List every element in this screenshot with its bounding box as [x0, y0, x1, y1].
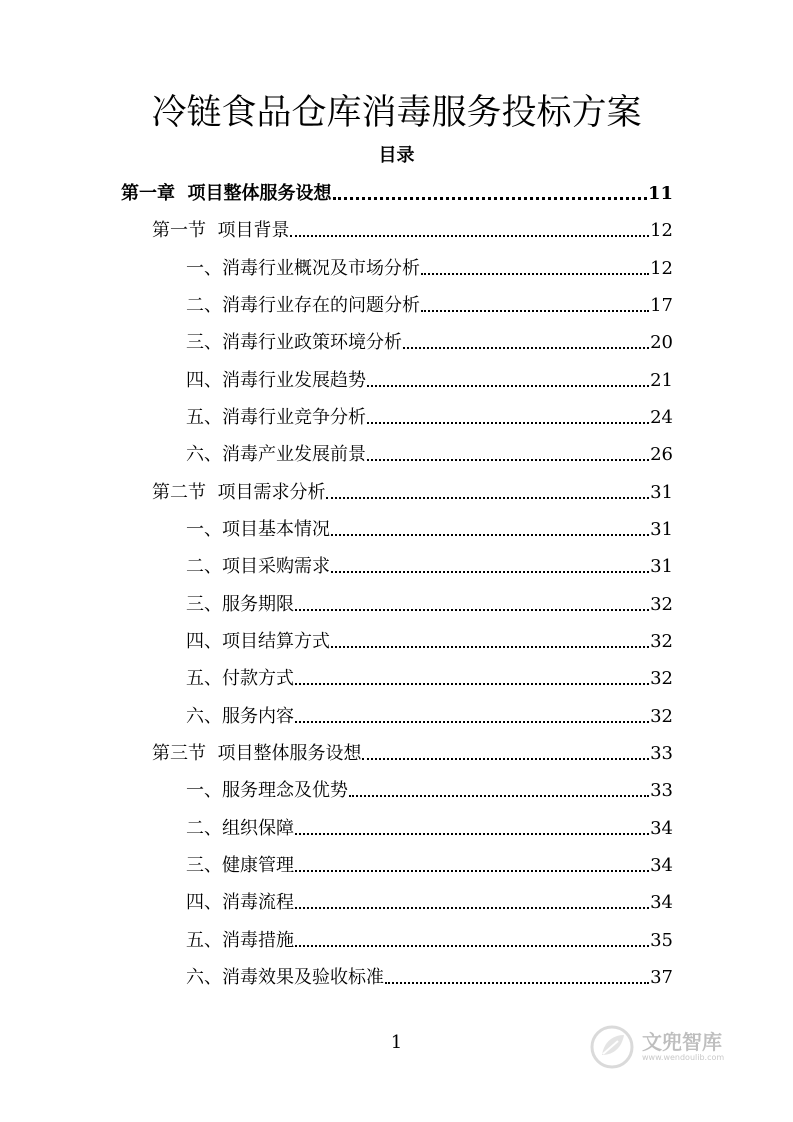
toc-entry-item[interactable]	[186, 368, 673, 394]
toc-entry-item[interactable]	[186, 965, 673, 991]
toc-entry-item[interactable]	[186, 816, 673, 842]
toc-entry-label: 六、消毒产业发展前景	[186, 444, 366, 465]
toc-entry-item[interactable]	[186, 592, 673, 618]
toc-entry-label: 四、项目结算方式	[186, 631, 330, 652]
toc-entry-label: 第一章 项目整体服务设想	[121, 183, 332, 204]
toc-entry-item[interactable]	[186, 890, 673, 916]
toc-entry-page: 32	[650, 594, 673, 615]
toc-entry-chapter[interactable]	[121, 181, 673, 207]
toc-entry-item[interactable]	[186, 853, 673, 879]
toc-dot-leader	[295, 721, 649, 723]
toc-dot-leader	[367, 385, 649, 387]
toc-entry-page: 11	[647, 183, 673, 204]
toc-entry-page: 32	[650, 631, 673, 652]
toc-dot-leader	[421, 273, 649, 275]
toc-entry-page: 12	[650, 258, 673, 279]
document-title: 冷链食品仓库消毒服务投标方案	[151, 93, 642, 133]
toc-heading: 目录	[378, 145, 415, 166]
toc-entry-page: 34	[650, 818, 673, 839]
toc-entry-page: 31	[650, 519, 673, 540]
toc-entry-label: 三、健康管理	[186, 855, 294, 876]
toc-entry-label: 五、付款方式	[186, 668, 294, 689]
toc-dot-leader	[421, 310, 649, 312]
toc-dot-leader	[295, 870, 649, 872]
toc-entry-item[interactable]	[186, 704, 673, 730]
toc-entry-page: 24	[650, 407, 673, 428]
toc-entry-page: 20	[650, 332, 673, 353]
toc-dot-leader	[403, 347, 649, 349]
toc-entry-page: 37	[650, 967, 673, 988]
toc-entry-label: 一、项目基本情况	[186, 519, 330, 540]
watermark	[588, 1022, 758, 1072]
toc-dot-leader	[290, 235, 649, 237]
toc-entry-page: 17	[650, 295, 673, 316]
toc-entry-item[interactable]	[186, 554, 673, 580]
toc-entry-page: 26	[650, 444, 673, 465]
toc-entry-page: 33	[650, 743, 673, 764]
toc-entry-item[interactable]	[186, 928, 673, 954]
watermark-name: 文兜智库	[642, 1030, 722, 1054]
toc-entry-page: 31	[650, 482, 673, 503]
page-number: 1	[390, 1032, 403, 1053]
toc-entry-label: 四、消毒行业发展趋势	[186, 370, 366, 391]
toc-dot-leader	[295, 683, 649, 685]
toc-dot-leader	[333, 197, 647, 200]
toc-entry-section[interactable]	[152, 218, 673, 244]
toc-entry-page: 34	[650, 855, 673, 876]
toc-entry-page: 21	[650, 370, 673, 391]
toc-entry-label: 二、项目采购需求	[186, 556, 330, 577]
toc-entry-item[interactable]	[186, 778, 673, 804]
toc-entry-label: 五、消毒措施	[186, 930, 294, 951]
toc-entry-item[interactable]	[186, 405, 673, 431]
toc-entry-label: 六、服务内容	[186, 706, 294, 727]
toc-entry-page: 33	[650, 780, 673, 801]
toc-dot-leader	[295, 609, 649, 611]
toc-dot-leader	[331, 646, 649, 648]
toc-entry-section[interactable]	[152, 480, 673, 506]
toc-dot-leader	[295, 907, 649, 909]
toc-entry-label: 四、消毒流程	[186, 892, 294, 913]
toc-dot-leader	[295, 945, 649, 947]
toc-entry-item[interactable]	[186, 666, 673, 692]
toc-dot-leader	[362, 758, 649, 760]
toc-dot-leader	[367, 459, 649, 461]
toc-entry-page: 35	[650, 930, 673, 951]
toc-entry-label: 五、消毒行业竞争分析	[186, 407, 366, 428]
toc-entry-label: 二、组织保障	[186, 818, 294, 839]
toc-dot-leader	[331, 534, 649, 536]
toc-entry-item[interactable]	[186, 256, 673, 282]
toc-entry-label: 六、消毒效果及验收标准	[186, 967, 384, 988]
toc-entry-label: 二、消毒行业存在的问题分析	[186, 295, 420, 316]
toc-entry-page: 34	[650, 892, 673, 913]
toc-entry-label: 一、消毒行业概况及市场分析	[186, 258, 420, 279]
toc-dot-leader	[331, 571, 649, 573]
toc-dot-leader	[385, 982, 649, 984]
leaf-logo-icon	[588, 1023, 636, 1071]
toc-entry-page: 31	[650, 556, 673, 577]
toc-dot-leader	[326, 497, 649, 499]
toc-entry-page: 12	[650, 220, 673, 241]
watermark-url: www.wendoulib.com	[642, 1053, 725, 1062]
toc-entry-label: 第二节 项目需求分析	[152, 482, 326, 503]
toc-entry-page: 32	[650, 706, 673, 727]
toc-dot-leader	[349, 795, 649, 797]
toc-entry-item[interactable]	[186, 330, 673, 356]
toc-entry-item[interactable]	[186, 517, 673, 543]
toc-entry-item[interactable]	[186, 442, 673, 468]
toc-entry-item[interactable]	[186, 629, 673, 655]
toc-entry-label: 三、服务期限	[186, 594, 294, 615]
toc-entry-label: 三、消毒行业政策环境分析	[186, 332, 402, 353]
toc-entry-item[interactable]	[186, 293, 673, 319]
toc-entry-label: 第三节 项目整体服务设想	[152, 743, 362, 764]
toc-entry-label: 一、服务理念及优势	[186, 780, 348, 801]
toc-dot-leader	[367, 422, 649, 424]
toc-entry-section[interactable]	[152, 741, 673, 767]
toc-dot-leader	[295, 833, 649, 835]
toc-entry-page: 32	[650, 668, 673, 689]
toc-entry-label: 第一节 项目背景	[152, 220, 290, 241]
